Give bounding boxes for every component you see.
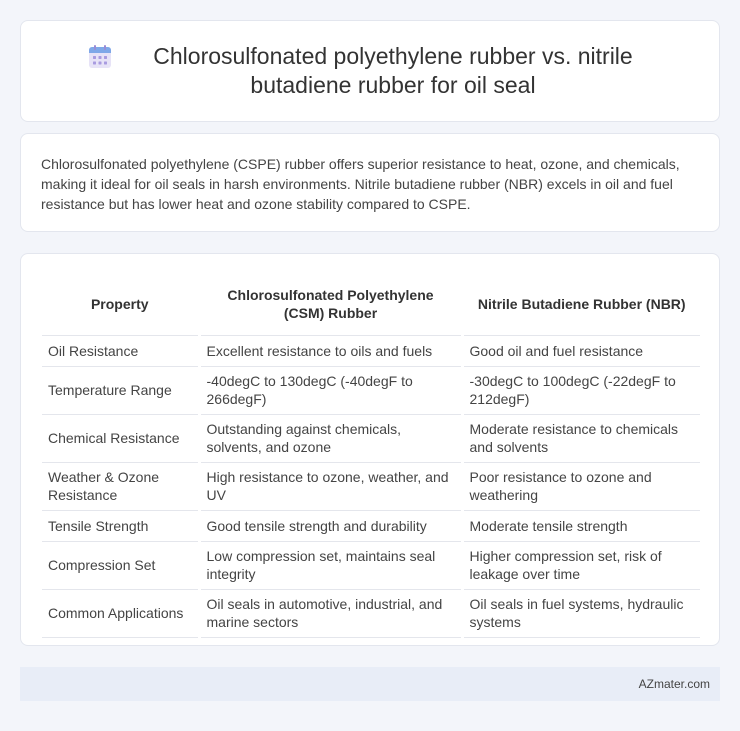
csm-cell: Low compression set, maintains seal integrity — [199, 541, 462, 589]
summary-card — [20, 133, 720, 232]
nbr-cell: Good oil and fuel resistance — [462, 335, 700, 366]
title-card — [20, 20, 720, 122]
property-cell: Weather & Ozone Resistance — [42, 462, 199, 510]
header-csm: Chlorosulfonated Polyethylene (CSM) Rubber — [199, 273, 462, 335]
comparison-card — [20, 253, 720, 646]
header-nbr: Nitrile Butadiene Rubber (NBR) — [462, 273, 700, 335]
table-row — [42, 414, 700, 462]
property-cell: Oil Resistance — [42, 335, 199, 366]
table-row — [42, 462, 700, 510]
table-row — [42, 541, 700, 589]
calendar-icon — [87, 44, 113, 70]
title-wrap — [57, 42, 683, 100]
table-row — [42, 335, 700, 366]
csm-cell: -40degC to 130degC (-40degF to 266degF) — [199, 366, 462, 414]
property-cell: Temperature Range — [42, 366, 199, 414]
property-cell: Common Applications — [42, 589, 199, 637]
nbr-cell: Poor resistance to ozone and weathering — [462, 462, 700, 510]
table-row — [42, 366, 700, 414]
nbr-cell: -30degC to 100degC (-22degF to 212degF) — [462, 366, 700, 414]
summary-text: Chlorosulfonated polyethylene (CSPE) rubber offers superior resistance to heat, ozone, and chemicals, making it ideal for oil seals in harsh environments. Nitrile butadiene rubber (NBR) excels in oil and fuel resistance but has lower heat and ozone stability compared to CSPE. — [41, 156, 680, 212]
nbr-cell: Higher compression set, risk of leakage over time — [462, 541, 700, 589]
table-row — [42, 510, 700, 541]
csm-cell: Oil seals in automotive, industrial, and marine sectors — [199, 589, 462, 637]
table-row — [42, 589, 700, 637]
footer-brand: AZmater.com — [638, 677, 710, 691]
property-cell: Chemical Resistance — [42, 414, 199, 462]
comparison-table — [42, 273, 700, 638]
table-header-row — [42, 273, 700, 335]
csm-cell: Excellent resistance to oils and fuels — [199, 335, 462, 366]
csm-cell: Outstanding against chemicals, solvents, and ozone — [199, 414, 462, 462]
nbr-cell: Moderate tensile strength — [462, 510, 700, 541]
property-cell: Tensile Strength — [42, 510, 199, 541]
csm-cell: Good tensile strength and durability — [199, 510, 462, 541]
nbr-cell: Moderate resistance to chemicals and solvents — [462, 414, 700, 462]
nbr-cell: Oil seals in fuel systems, hydraulic systems — [462, 589, 700, 637]
page-title: Chlorosulfonated polyethylene rubber vs. nitrile butadiene rubber for oil seal — [153, 43, 633, 98]
header-property: Property — [42, 273, 199, 335]
footer-bar — [20, 667, 720, 701]
csm-cell: High resistance to ozone, weather, and UV — [199, 462, 462, 510]
property-cell: Compression Set — [42, 541, 199, 589]
